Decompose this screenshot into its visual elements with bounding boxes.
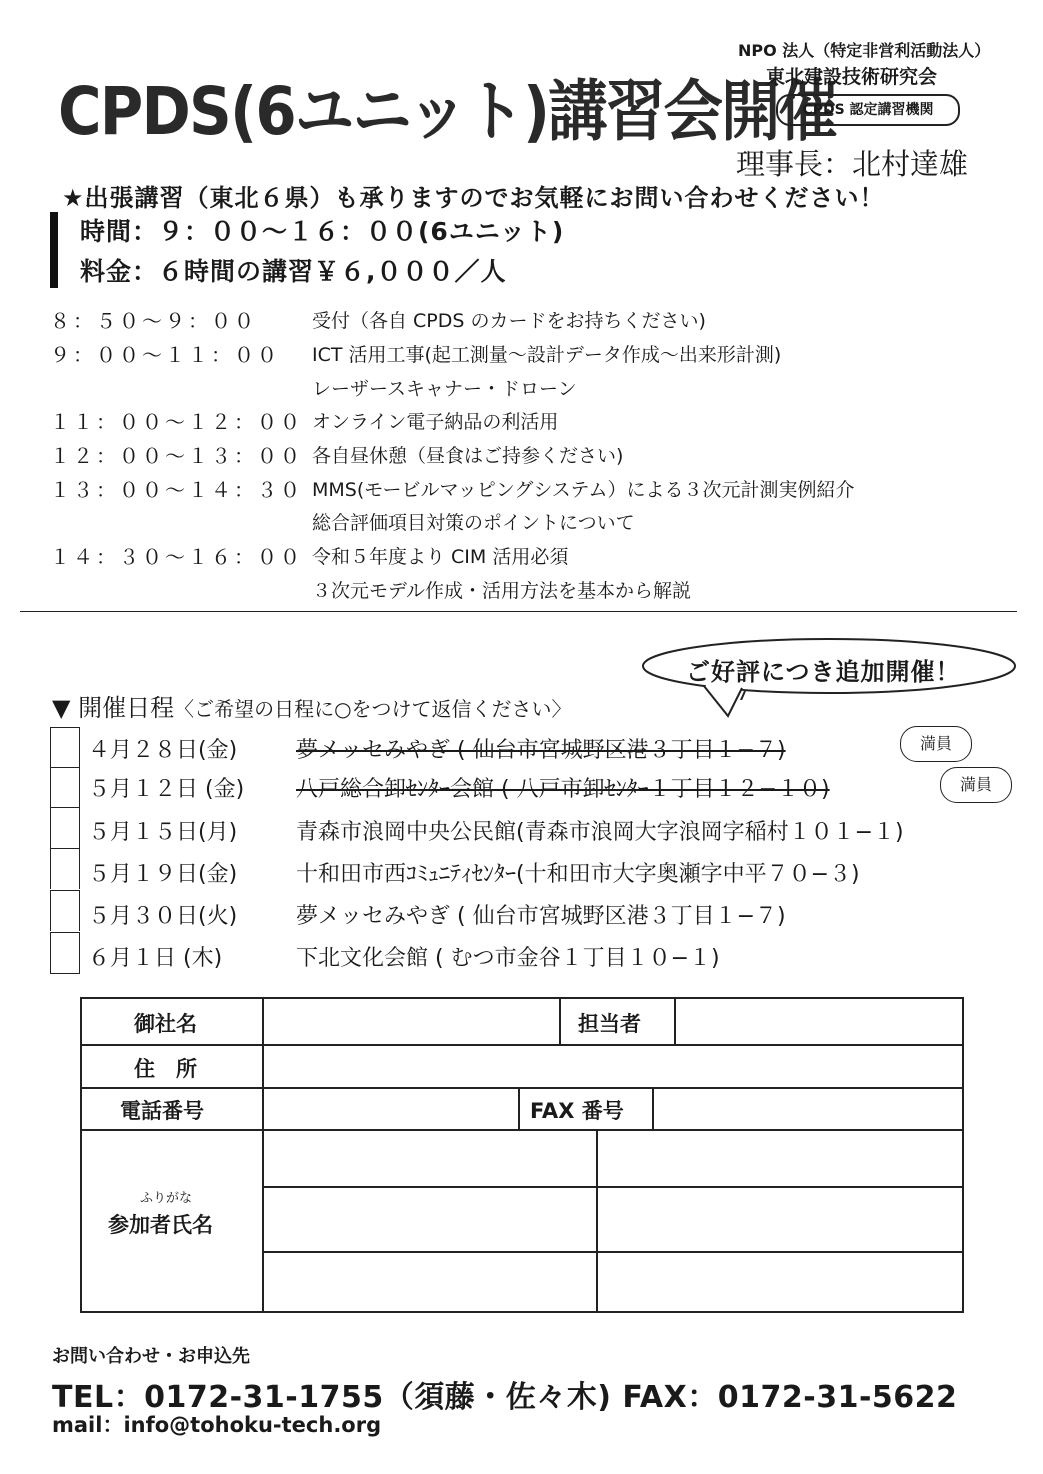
participant-name-input[interactable] bbox=[600, 1132, 958, 1184]
address-label: 住 所 bbox=[134, 1057, 197, 1081]
company-label: 御社名 bbox=[134, 1012, 197, 1036]
form-line bbox=[518, 1087, 520, 1129]
participant-name-input[interactable] bbox=[266, 1254, 594, 1309]
chairman: 理事長：北村達雄 bbox=[736, 147, 969, 181]
participant-name-input[interactable] bbox=[266, 1132, 594, 1184]
date-checkbox[interactable] bbox=[50, 890, 80, 931]
notice: ★出張講習（東北６県）も承りますのでお気軽にお問い合わせください！ bbox=[62, 184, 885, 212]
schedule-desc: 総合評価項目対策のポイントについて bbox=[312, 512, 635, 534]
date-checkbox[interactable] bbox=[50, 848, 80, 889]
company-input[interactable] bbox=[266, 1002, 556, 1042]
form-line bbox=[82, 1044, 962, 1046]
bubble-tail bbox=[700, 682, 760, 722]
overview-fee: 料金：６時間の講習￥６,０００／人 bbox=[80, 257, 507, 286]
overview-time: 時間：９：００〜１６：００(6ユニット) bbox=[80, 217, 565, 246]
date-checkbox[interactable] bbox=[50, 807, 80, 848]
date-label: ６月１日 (木) bbox=[88, 946, 223, 971]
schedule-desc: レーザースキャナー・ドローン bbox=[312, 378, 577, 400]
schedule-time: １１：００〜１２：００ bbox=[50, 410, 303, 434]
date-row bbox=[88, 941, 720, 972]
divider bbox=[20, 611, 1017, 612]
schedule-desc: オンライン電子納品の利活用 bbox=[312, 411, 559, 433]
participant-name-input[interactable] bbox=[600, 1254, 958, 1309]
venue-label: 十和田市西ｺﾐｭﾆﾃｨｾﾝﾀｰ(十和田市大字奥瀬字中平７０−３) bbox=[296, 862, 860, 887]
venue-label: 下北文化会館 ( むつ市金谷１丁目１０−１) bbox=[296, 946, 720, 971]
schedule-time: ８：５０〜９：００ bbox=[50, 309, 257, 333]
org-name: 東北建設技術研究会 bbox=[766, 66, 938, 88]
venue-label: 青森市浪岡中央公民館(青森市浪岡大字浪岡字稲村１０１−１) bbox=[296, 820, 904, 845]
date-label: ５月３０日(火) bbox=[88, 904, 238, 929]
form-line bbox=[262, 1251, 962, 1253]
form-line bbox=[596, 1129, 598, 1311]
venue-label: 夢メッセみやぎ ( 仙台市宮城野区港３丁目１−７) bbox=[296, 904, 786, 929]
dates-subheading: 〈ご希望の日程に○をつけて返信ください〉 bbox=[174, 697, 572, 721]
page-title: CPDS(6ユニット)講習会開催 bbox=[58, 73, 837, 150]
phone-input[interactable] bbox=[266, 1090, 516, 1127]
date-row bbox=[88, 772, 830, 803]
furigana-label: ふりがな bbox=[140, 1191, 193, 1206]
full-badge: 満員 bbox=[900, 726, 972, 762]
form-line bbox=[82, 1129, 962, 1131]
accent-bar bbox=[50, 212, 58, 288]
schedule-time: １４：３０〜１６：００ bbox=[50, 545, 303, 569]
org-type: NPO 法人（特定非営利活動法人） bbox=[738, 41, 991, 60]
address-input[interactable] bbox=[266, 1047, 958, 1085]
form-line bbox=[559, 999, 561, 1044]
contact-tel: TEL：0172-31-1755（須藤・佐々木) FAX：0172-31-5622 bbox=[52, 1380, 958, 1415]
date-checkbox[interactable] bbox=[50, 932, 80, 974]
person-input[interactable] bbox=[678, 1002, 958, 1042]
participants-label: 参加者氏名 bbox=[108, 1213, 213, 1237]
schedule-desc: 各自昼休憩（昼食はご持参ください) bbox=[312, 445, 624, 467]
form-line bbox=[674, 999, 676, 1044]
date-label: ５月１５日(月) bbox=[88, 820, 238, 845]
fax-input[interactable] bbox=[656, 1090, 958, 1127]
fax-label: FAX 番号 bbox=[530, 1099, 624, 1123]
venue-label: 八戸総合卸ｾﾝﾀｰ会館 ( 八戸市卸ｾﾝﾀｰ１丁目１２−１０) bbox=[296, 777, 830, 802]
schedule-desc: 受付（各自 CPDS のカードをお持ちください) bbox=[312, 310, 706, 332]
date-row bbox=[88, 899, 786, 930]
date-row bbox=[88, 857, 860, 888]
schedule-desc: ICT 活用工事(起工測量〜設計データ作成〜出来形計測) bbox=[312, 344, 782, 366]
form-line bbox=[262, 999, 264, 1311]
dates-heading-label: ▼ 開催日程 bbox=[52, 694, 175, 722]
org-badge: CPDS 認定講習機関 bbox=[776, 94, 960, 126]
date-row bbox=[88, 733, 786, 764]
participant-name-input[interactable] bbox=[266, 1189, 594, 1249]
date-checkbox[interactable] bbox=[50, 767, 80, 808]
person-label: 担当者 bbox=[578, 1012, 641, 1036]
schedule-desc: ３次元モデル作成・活用方法を基本から解説 bbox=[312, 580, 692, 602]
schedule-desc: 令和５年度より CIM 活用必須 bbox=[312, 546, 569, 568]
date-label: ５月１９日(金) bbox=[88, 862, 238, 887]
date-label: ５月１２日 (金) bbox=[88, 777, 245, 802]
full-badge: 満員 bbox=[940, 767, 1012, 803]
application-form bbox=[80, 997, 964, 1313]
schedule-desc: MMS(モービルマッピングシステム）による３次元計測実例紹介 bbox=[312, 479, 855, 501]
form-line bbox=[262, 1186, 962, 1188]
participant-name-input[interactable] bbox=[600, 1189, 958, 1249]
bubble-text: ご好評につき追加開催！ bbox=[686, 658, 961, 686]
date-label: ４月２８日(金) bbox=[88, 738, 238, 763]
venue-label: 夢メッセみやぎ ( 仙台市宮城野区港３丁目１−７) bbox=[296, 738, 786, 763]
date-row bbox=[88, 815, 904, 846]
form-line bbox=[652, 1087, 654, 1129]
schedule-time: １２：００〜１３：００ bbox=[50, 444, 303, 468]
contact-heading: お問い合わせ・お申込先 bbox=[52, 1346, 250, 1367]
schedule-time: ９：００〜１１：００ bbox=[50, 343, 280, 367]
date-checkbox[interactable] bbox=[50, 727, 80, 768]
schedule-time: １３：００〜１４：３０ bbox=[50, 478, 303, 502]
phone-label: 電話番号 bbox=[120, 1099, 204, 1123]
dates-heading bbox=[52, 688, 572, 723]
form-line bbox=[82, 1087, 962, 1089]
contact-mail[interactable]: mail：info@tohoku-tech.org bbox=[52, 1413, 382, 1437]
